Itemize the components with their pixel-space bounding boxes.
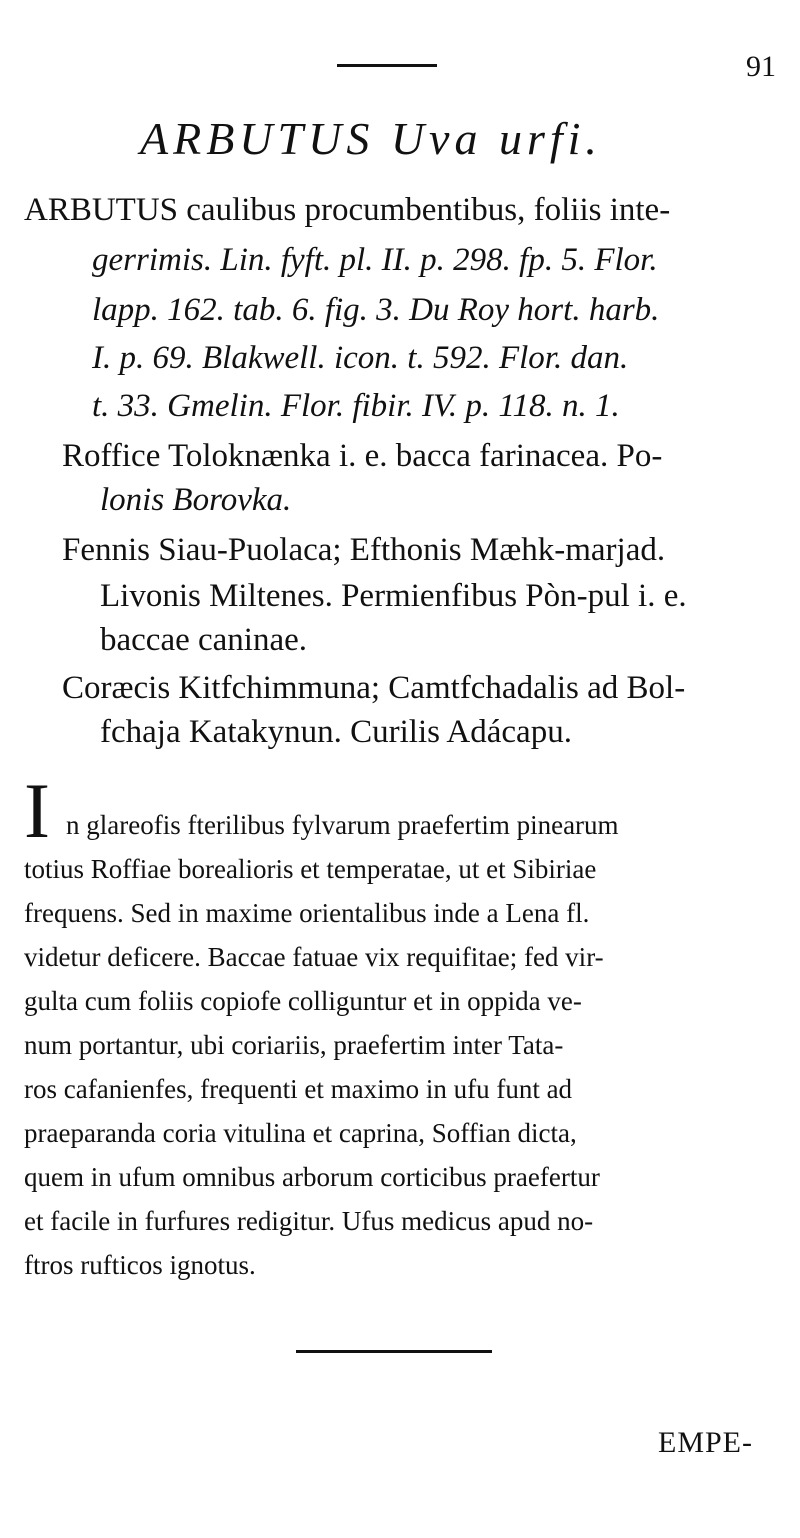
synonymy-line: lapp. 162. tab. 6. fig. 3. Du Roy hort. harb. — [92, 292, 660, 328]
body-line: num portantur, ubi coriariis, praefertim inter Tata- — [24, 1030, 564, 1060]
body-line: quem in ufum omnibus arborum corticibus praefertur — [24, 1162, 600, 1192]
body-line: n glareofis fterilibus fylvarum praefertim pinearum — [66, 810, 619, 840]
vernacular-line: fchaja Katakynun. Curilis Adácapu. — [100, 714, 572, 750]
page-number: 91 — [746, 50, 776, 83]
synonymy-line: gerrimis. Lin. fyft. pl. II. p. 298. fp. 5. Flor. — [92, 242, 658, 278]
header-rule — [337, 64, 437, 67]
vernacular-line: lonis Borovka. — [100, 482, 292, 518]
body-line: ftros rufticos ignotus. — [24, 1250, 256, 1280]
body-line: et facile in furfures redigitur. Ufus medicus apud no- — [24, 1206, 594, 1236]
body-line: praeparanda coria vitulina et caprina, Soffian dicta, — [24, 1118, 577, 1148]
vernacular-line: Coræcis Kitfchimmuna; Camtfchadalis ad Bol- — [62, 670, 686, 706]
synonymy-line: ARBUTUS caulibus procumbentibus, foliis inte- — [24, 192, 671, 228]
body-line: ros cafanienfes, frequenti et maximo in ufu funt ad — [24, 1074, 573, 1104]
drop-cap: I — [24, 767, 50, 854]
vernacular-line: Fennis Siau-Puolaca; Efthonis Mæhk-marjad. — [62, 532, 666, 568]
body-line: frequens. Sed in maxime orientalibus inde a Lena fl. — [24, 898, 590, 928]
vernacular-line: baccae caninae. — [100, 622, 307, 658]
section-end-rule — [296, 1350, 492, 1353]
vernacular-line: Livonis Miltenes. Permienfibus Pòn-pul i. e. — [100, 578, 687, 614]
vernacular-line: Roffice Toloknænka i. e. bacca farinacea. Po- — [62, 438, 663, 474]
body-line: gulta cum foliis copiofe colliguntur et in oppida ve- — [24, 986, 582, 1016]
catchword: EMPE- — [658, 1426, 753, 1459]
synonymy-line: I. p. 69. Blakwell. icon. t. 592. Flor. dan. — [92, 340, 629, 376]
page-title: ARBUTUS Uva urfi. — [140, 113, 602, 164]
body-line: videtur deficere. Baccae fatuae vix requifitae; fed vir- — [24, 942, 604, 972]
body-line: totius Roffiae borealioris et temperatae, ut et Sibiriae — [24, 854, 597, 884]
synonymy-line: t. 33. Gmelin. Flor. fibir. IV. p. 118. n. 1. — [92, 388, 620, 424]
